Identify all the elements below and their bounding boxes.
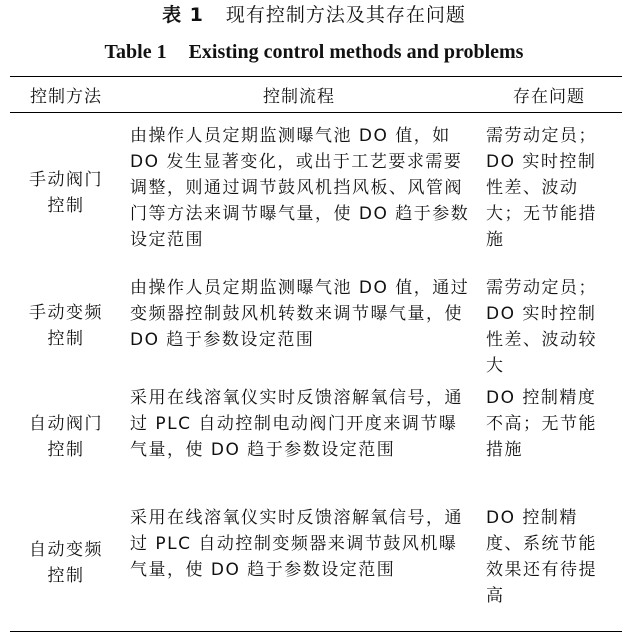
cell-method	[10, 379, 122, 495]
cell-problem: DO 控制精度、系统节能效果还有待提高	[486, 508, 597, 606]
cell-process: 采用在线溶氧仪实时反馈溶解氧信号，通过 PLC 自动控制变频器来调节鼓风机曝气量，使 DO 趋于参数设定范围	[130, 508, 463, 580]
table-row	[10, 495, 622, 632]
table-row	[10, 379, 622, 495]
table-caption-english: Existing control methods and problems	[188, 41, 524, 63]
cell-problem: 需劳动定员；DO 实时控制性差、波动较大	[486, 278, 597, 376]
header-problem: 存在问题	[476, 77, 622, 113]
cell-process: 由操作人员定期监测曝气池 DO 值，通过变频器控制鼓风机转数来调节曝气量，使 DO 趋于参数设定范围	[130, 278, 470, 350]
method-text: 自动阀门 控制	[29, 413, 103, 460]
method-text: 手动阀门 控制	[29, 169, 103, 216]
method-text: 自动变频 控制	[29, 539, 103, 586]
cell-process: 采用在线溶氧仪实时反馈溶解氧信号，通过 PLC 自动控制电动阀门开度来调节曝气量，使 DO 趋于参数设定范围	[130, 388, 463, 460]
table-number-english: Table 1	[104, 41, 167, 63]
table-title-chinese	[0, 2, 628, 28]
header-method: 控制方法	[10, 77, 122, 113]
table-row	[10, 273, 622, 379]
cell-process: 由操作人员定期监测曝气池 DO 值，如 DO 发生显著变化，或出于工艺要求需要调整，则通过调节鼓风机挡风板、风管阀门等方法来调节曝气量，使 DO 趋于参数设定范围	[130, 126, 470, 250]
table-header-row	[10, 77, 622, 113]
cell-method	[10, 113, 122, 274]
cell-problem: 需劳动定员；DO 实时控制性差、波动大；无节能措施	[486, 126, 597, 250]
methods-table	[10, 76, 622, 632]
table-row	[10, 113, 622, 274]
table-title-english	[0, 38, 628, 66]
header-process: 控制流程	[122, 77, 476, 113]
cell-problem: DO 控制精度不高；无节能措施	[486, 388, 597, 460]
table-caption-chinese: 现有控制方法及其存在问题	[225, 4, 466, 26]
cell-method	[10, 495, 122, 632]
cell-method	[10, 273, 122, 379]
table-number-chinese: 表 1	[162, 4, 204, 26]
method-text: 手动变频 控制	[29, 302, 103, 349]
